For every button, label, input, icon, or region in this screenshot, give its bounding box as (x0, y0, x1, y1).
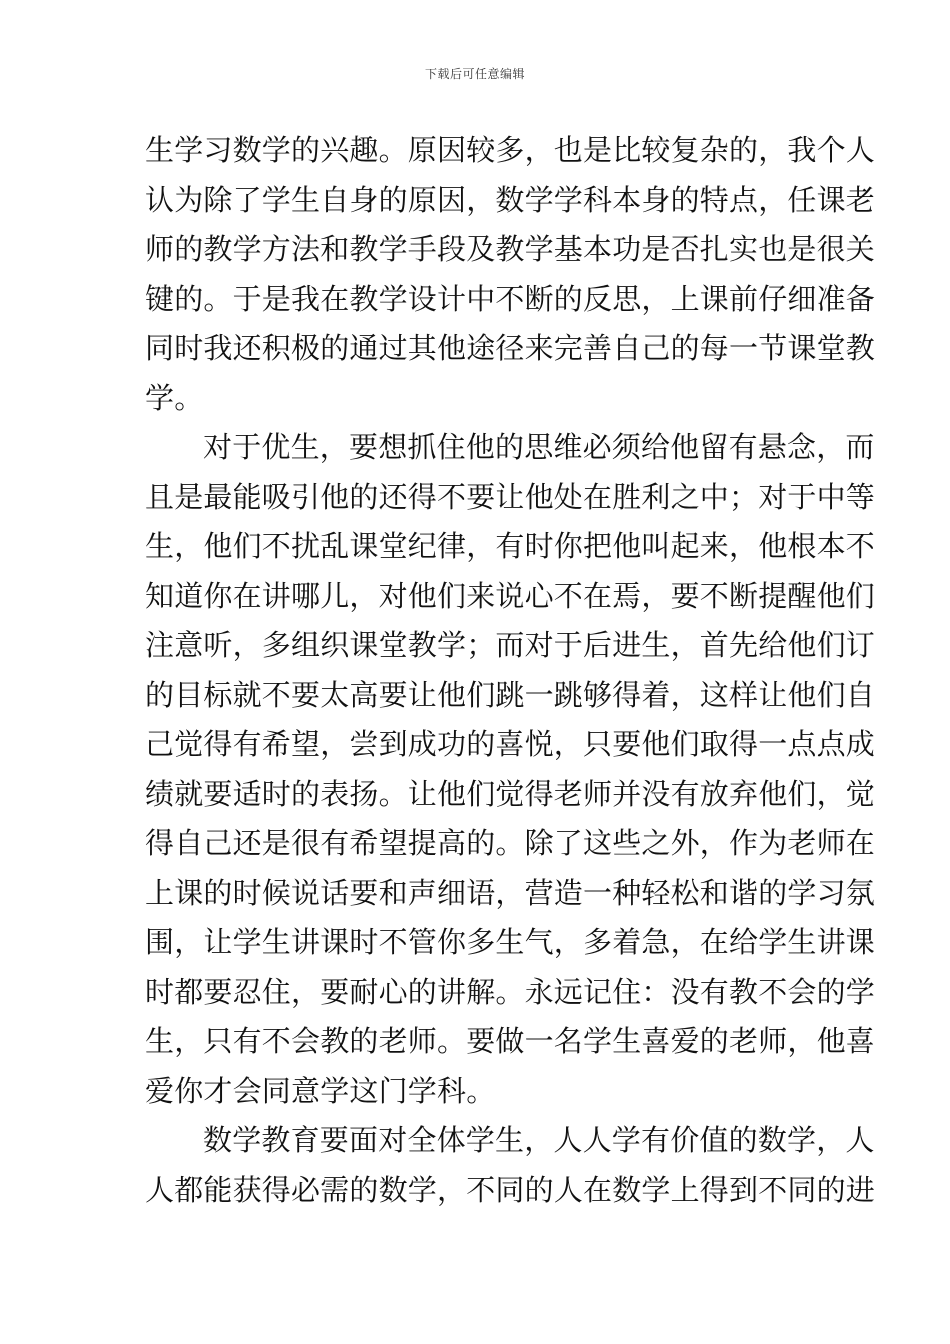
text-line: 同时我还积极的通过其他途径来完善自己的每一节课堂教 (145, 331, 876, 365)
text-line: 师的教学方法和教学手段及教学基本功是否扎实也是很关 (145, 232, 876, 266)
paragraph-start-line: 对于优生，要想抓住他的思维必须给他留有悬念，而 (203, 430, 875, 464)
page-header-note: 下载后可任意编辑 (424, 67, 525, 81)
text-line: 生，只有不会教的老师。要做一名学生喜爱的老师，他喜 (145, 1024, 876, 1058)
text-line: 生，他们不扰乱课堂纪律，有时你把他叫起来，他根本不 (145, 529, 876, 563)
text-line: 键的。于是我在教学设计中不断的反思，上课前仔细准备 (145, 281, 876, 316)
text-line: 时都要忍住，要耐心的讲解。永远记住：没有教不会的学 (145, 974, 876, 1009)
body-text (145, 126, 876, 1215)
text-line: 的目标就不要太高要让他们跳一跳够得着，这样让他们自 (145, 677, 876, 712)
text-line: 知道你在讲哪儿，对他们来说心不在焉，要不断提醒他们 (145, 578, 876, 613)
text-line: 人都能获得必需的数学，不同的人在数学上得到不同的进 (145, 1172, 876, 1207)
text-line: 围，让学生讲课时不管你多生气，多着急，在给学生讲课 (145, 925, 876, 959)
text-line: 得自己还是很有希望提高的。除了这些之外，作为老师在 (145, 826, 876, 860)
text-line: 爱你才会同意学这门学科。 (145, 1073, 496, 1108)
paragraph-start-line: 数学教育要面对全体学生，人人学有价值的数学，人 (203, 1123, 875, 1157)
text-line: 己觉得有希望，尝到成功的喜悦，只要他们取得一点点成 (145, 727, 876, 761)
text-line: 生学习数学的兴趣。原因较多，也是比较复杂的，我个人 (145, 133, 876, 167)
text-line: 绩就要适时的表扬。让他们觉得老师并没有放弃他们，觉 (145, 776, 876, 811)
text-line: 学。 (145, 380, 204, 415)
text-line: 上课的时候说话要和声细语，营造一种轻松和谐的学习氛 (145, 875, 876, 910)
text-line: 认为除了学生自身的原因，数学学科本身的特点，任课老 (145, 182, 876, 217)
text-line: 且是最能吸引他的还得不要让他处在胜利之中；对于中等 (145, 479, 876, 514)
text-line: 注意听，多组织课堂教学；而对于后进生，首先给他们订 (145, 628, 876, 662)
